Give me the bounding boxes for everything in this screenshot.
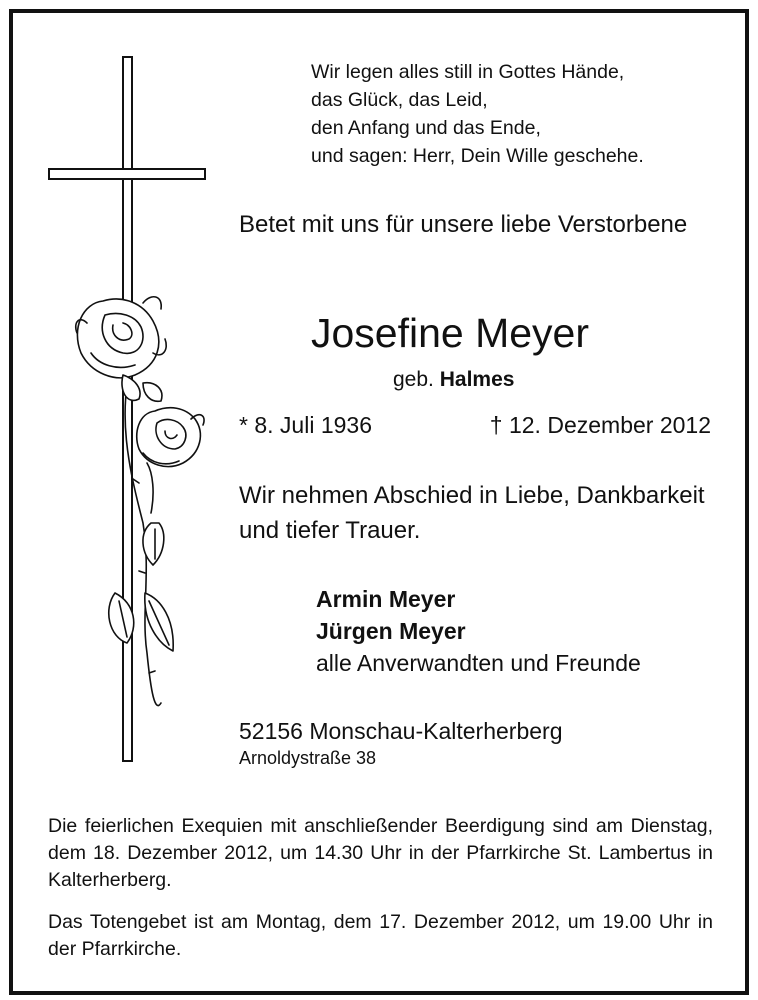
birth-date: * 8. Juli 1936 (239, 412, 372, 438)
address-city: 52156 Monschau-Kalterherberg (239, 718, 563, 744)
deceased-name: Josefine Meyer (311, 310, 590, 356)
other-mourners: alle Anverwandten und Freunde (316, 650, 641, 676)
family-address (239, 716, 562, 770)
motto-line: und sagen: Herr, Dein Wille geschehe. (311, 145, 644, 167)
farewell-text: Wir nehmen Abschied in Liebe, Dankbarkeit und tiefer Trauer. (239, 482, 705, 544)
mourner-name: Armin Meyer (316, 586, 456, 612)
funeral-notice: Die feierlichen Exequien mit anschließender Beerdigung sind am Dienstag, dem 18. Dezember 2012, um 14.30 Uhr in der Pfarrkirche St. Lambertus in Kalterherberg. (48, 815, 713, 891)
mourners-list (316, 583, 641, 679)
address-street: Arnoldystraße 38 (239, 748, 377, 768)
life-dates (239, 410, 711, 440)
maiden-name: Halmes (439, 368, 515, 391)
obituary-frame (9, 9, 749, 995)
motto-line: Wir legen alles still in Gottes Hände, (311, 61, 625, 83)
motto-verse (311, 58, 644, 170)
maiden-name-line (393, 367, 514, 393)
prayer-request: Betet mit uns für unsere liebe Verstorbene (239, 211, 688, 238)
born-prefix: geb. (393, 368, 434, 391)
motto-line: das Glück, das Leid, (311, 89, 488, 111)
motto-line: den Anfang und das Ende, (311, 117, 541, 139)
cross-with-roses-icon (43, 53, 213, 773)
prayer-notice: Das Totengebet ist am Montag, dem 17. Dezember 2012, um 19.00 Uhr in der Pfarrkirche. (48, 911, 713, 960)
death-date: † 12. Dezember 2012 (489, 412, 711, 438)
mourner-name: Jürgen Meyer (316, 618, 466, 644)
